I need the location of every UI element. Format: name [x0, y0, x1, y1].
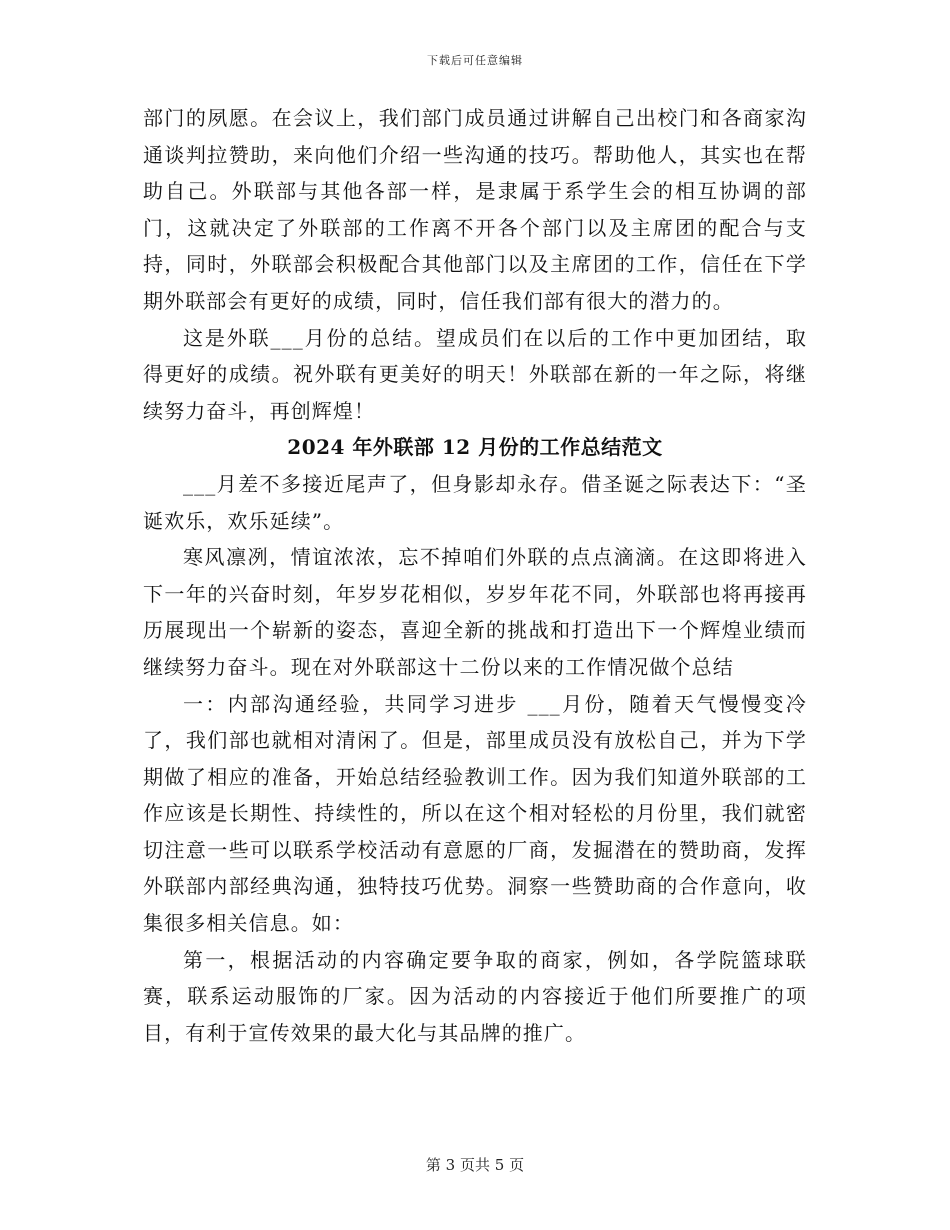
- paragraph: 部门的夙愿。在会议上，我们部门成员通过讲解自己出校门和各商家沟通谈判拉赞助，来向他们介绍一些沟通的技巧。帮助他人，其实也在帮助自己。外联部与其他各部一样，是隶属于系学生会的相互协调的部门，这就决定了外联部的工作离不开各个部门以及主席团的配合与支持，同时，外联部会积极配合其他部门以及主席团的工作，信任在下学期外联部会有更好的成绩，同时，信任我们部有很大的潜力的。: [143, 106, 807, 313]
- paragraph: 这是外联___月份的总结。望成员们在以后的工作中更加团结，取得更好的成绩。祝外联有更美好的明天！外联部在新的一年之际，将继续努力奋斗，再创辉煌！: [143, 325, 807, 423]
- paragraph: 第一，根据活动的内容确定要争取的商家，例如，各学院篮球联赛，联系运动服饰的厂家。因为活动的内容接近于他们所要推广的项目，有利于宣传效果的最大化与其品牌的推广。: [143, 947, 807, 1045]
- section-title: 2024 年外联部 12 月份的工作总结范文: [287, 435, 663, 460]
- paragraph: ___月差不多接近尾声了，但身影却永存。借圣诞之际表达下：“圣诞欢乐，欢乐延续”。: [143, 471, 807, 533]
- page-header: 下载后可任意编辑: [427, 54, 523, 67]
- document-body: [143, 100, 807, 1051]
- page-footer: 第 3 页共 5 页: [425, 1156, 525, 1174]
- paragraph: 一：内部沟通经验，共同学习进步 ___月份，随着天气慢慢变冷了，我们部也就相对清闲了。但是，部里成员没有放松自己，并为下学期做了相应的准备，开始总结经验教训工作。因为我们知道外联部的工作应该是长期性、持续性的，所以在这个相对轻松的月份里，我们就密切注意一些可以联系学校活动有意愿的厂商，发掘潜在的赞助商，发挥外联部内部经典沟通，独特技巧优势。洞察一些赞助商的合作意向，收集很多相关信息。如：: [143, 691, 807, 936]
- paragraph: 寒风凛冽，情谊浓浓，忘不掉咱们外联的点点滴滴。在这即将进入下一年的兴奋时刻，年岁岁花相似，岁岁年花不同，外联部也将再接再历展现出一个崭新的姿态，喜迎全新的挑战和打造出下一个辉煌业绩而继续努力奋斗。现在对外联部这十二份以来的工作情况做个总结: [143, 545, 807, 679]
